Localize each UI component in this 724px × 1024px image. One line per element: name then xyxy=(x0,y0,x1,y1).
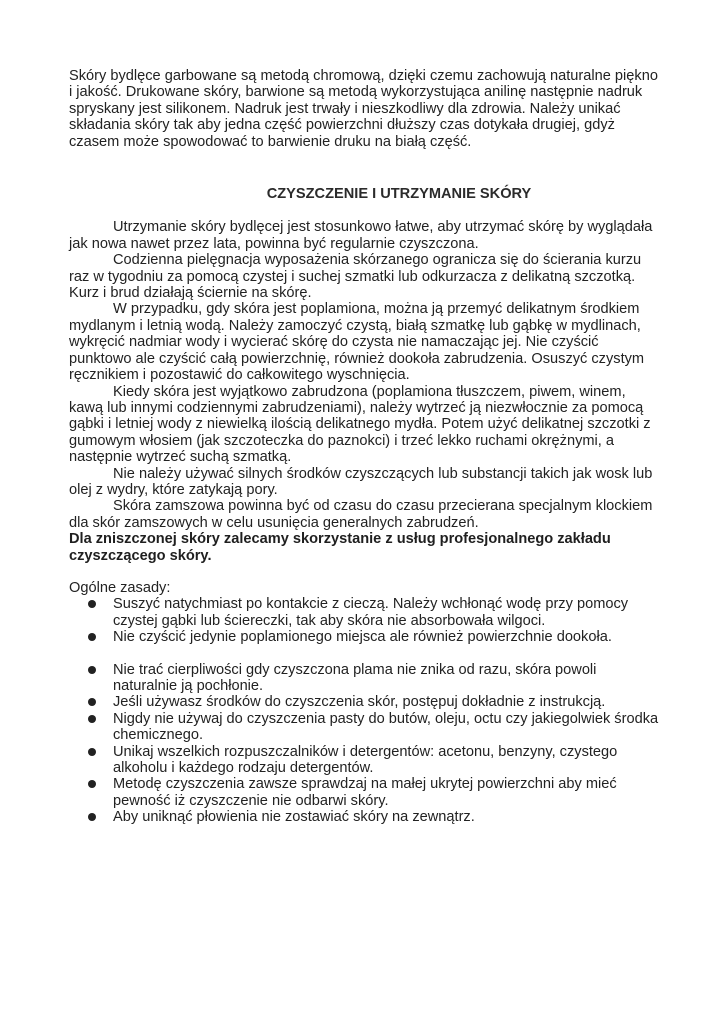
paragraph: Utrzymanie skóry bydlęcej jest stosunkowo łatwe, aby utrzymać skórę by wyglądała jak nowa nawet przez lata, powinna być regularnie czyszczona. xyxy=(69,219,653,252)
list-item-text: Nigdy nie używaj do czyszczenia pasty do butów, oleju, octu czy jakiegolwiek środka chemicznego. xyxy=(113,710,659,744)
paragraph: Codzienna pielęgnacja wyposażenia skórzanego ogranicza się do ścierania kurzu raz w tygodniu za pomocą czystej i suchej szmatki lub odkurzacza z delikatną szczotką. Kurz i brud działają ściernie na skórę. xyxy=(69,252,642,302)
paragraph: Kiedy skóra jest wyjątkowo zabrudzona (poplamiona tłuszczem, piwem, winem, kawą lub innymi codziennymi zabrudzeniami), należy wytrzeć ją niezwłocznie za pomocą gąbki i letniej wody z niewielką ilością delikatnego mydła. Potem użyć delikatnej szczotki z gumowym włosiem (jak szczoteczka do paznokci) i trzeć lekko ruchami okrężnymi, a następnie wytrzeć suchą szmatką. xyxy=(69,383,651,466)
bullet-icon xyxy=(88,780,96,788)
section-heading: CZYSZCZENIE I UTRZYMANIE SKÓRY xyxy=(266,186,532,203)
list-item-text: Nie czyścić jedynie poplamionego miejsca ale również powierzchnie dookoła. xyxy=(113,629,612,646)
list-item-text: Nie trać cierpliwości gdy czyszczona plama nie znika od razu, skóra powoli naturalnie ją pochłonie. xyxy=(113,661,597,694)
list-item xyxy=(69,629,659,645)
bullet-icon xyxy=(88,813,96,821)
document-content xyxy=(69,68,659,826)
list-item xyxy=(69,711,659,744)
rules-list xyxy=(69,596,659,825)
list-item-text: Jeśli używasz środków do czyszczenia skór, postępuj dokładnie z instrukcją. xyxy=(113,694,606,711)
list-item-text: Metodę czyszczenia zawsze sprawdzaj na małej ukrytej powierzchni aby mieć pewność iż czyszczenie nie odbarwi skóry. xyxy=(113,776,617,809)
list-item xyxy=(69,596,659,629)
bullet-icon xyxy=(88,633,96,641)
paragraph: Skóra zamszowa powinna być od czasu do czasu przecierana specjalnym klockiem dla skór zamszowych w celu usunięcia generalnych zabrudzeń. xyxy=(69,498,653,531)
bullet-icon xyxy=(88,600,96,608)
rules-title: Ogólne zasady: xyxy=(69,579,171,596)
bullet-icon xyxy=(88,715,96,723)
list-item-text: Aby uniknąć płowienia nie zostawiać skóry na zewnątrz. xyxy=(113,809,475,826)
paragraph: Nie należy używać silnych środków czyszczących lub substancji takich jak wosk lub olej z wydry, które zatykają pory. xyxy=(69,465,653,498)
list-item xyxy=(69,662,659,695)
list-item-text: Unikaj wszelkich rozpuszczalników i detergentów: acetonu, benzyny, czystego alkoholu i każdego rodzaju detergentów. xyxy=(113,743,618,777)
list-item xyxy=(69,776,659,809)
intro-paragraph: Skóry bydlęce garbowane są metodą chromową, dzięki czemu zachowują naturalne piękno i jakość. Drukowane skóry, barwione są metodą wykorzystująca anilinę następnie nadruk spryskany jest silikonem. Nadruk jest trwały i nieszkodliwy dla zdrowia. Należy unikać składania skóry tak aby jedna część powierzchni dłuższy czas dotykała drugiej, gdyż czasem może spowodować to barwienie druku na białą część. xyxy=(69,68,658,150)
list-item xyxy=(69,694,659,710)
bullet-icon xyxy=(88,666,96,674)
professional-cleaning-note: Dla zniszczonej skóry zalecamy skorzystanie z usług profesjonalnego zakładu czyszczącego skóry. xyxy=(69,531,611,564)
list-item-text: Suszyć natychmiast po kontakcie z cieczą. Należy wchłonąć wodę przy pomocy czystej gąbki lub ściereczki, tak aby skóra nie absorbowała wilgoci. xyxy=(113,596,629,629)
list-item xyxy=(69,809,659,825)
bullet-icon xyxy=(88,748,96,756)
care-section xyxy=(69,219,659,564)
paragraph: W przypadku, gdy skóra jest poplamiona, można ją przemyć delikatnym środkiem mydlanym i letnią wodą. Należy zamoczyć czystą, białą szmatkę lub gąbkę w mydlinach, wykręcić nadmiar wody i wycierać skórę do czysta nie namaczając jej. Nie czyścić punktowo ale czyścić całą powierzchnię, również dookoła zabrudzenia. Osuszyć czystym ręcznikiem i pozostawić do całkowitego wyschnięcia. xyxy=(69,301,645,384)
bullet-icon xyxy=(88,698,96,706)
list-item xyxy=(69,744,659,777)
